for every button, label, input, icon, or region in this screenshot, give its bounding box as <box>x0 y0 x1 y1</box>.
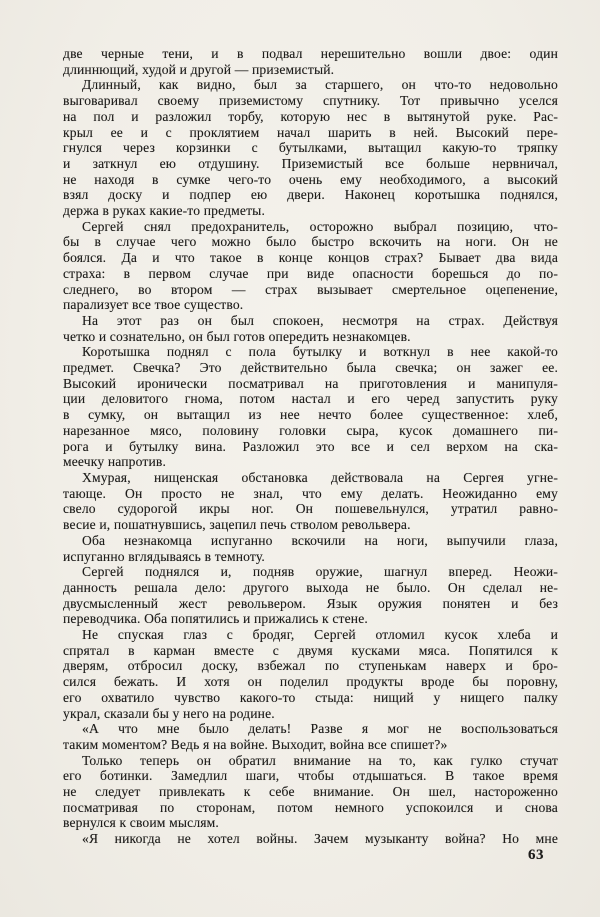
text-line: рога и бутылку вина. Разложил это все и сел верхом на ска- <box>63 438 558 454</box>
text-line: на пол и разложил торбу, которую нес в вытянутой руке. Рас- <box>63 108 558 124</box>
text-line: предмет. Свечка? Это действительно была свечка; он зажег ее. <box>63 360 558 376</box>
text-line: Длинный, как видно, был за старшего, он что-то недовольно <box>82 77 558 93</box>
text-line: таким моментом? Ведь я на войне. Выходит, война все спишет?» <box>63 736 448 752</box>
text-line: четко и сознательно, он был готов опередить незнакомцев. <box>63 328 411 344</box>
text-line: меечку напротив. <box>63 454 167 470</box>
text-line: крыл ее и с проклятием начал шарить в ней. Высокий пере- <box>63 124 558 140</box>
text-line: бы в случае чего можно было быстро вскочить на ноги. Он не <box>63 234 558 250</box>
text-line: двусмысленный жест револьвером. Язык оружия понятен и без <box>63 595 558 611</box>
text-line: гнулся через корзинки с бутылками, вытащил какую-то тряпку <box>63 140 558 156</box>
text-line: длиннющий, худой и другой — приземистый. <box>63 61 335 77</box>
text-line: боялся. Да и что такое в конце концов страх? Бывает два вида <box>63 250 558 266</box>
text-line: «А что мне было делать! Разве я мог не воспользоваться <box>82 721 558 737</box>
text-line: посматривая по сторонам, потом немного успокоился и снова <box>63 799 558 815</box>
text-line: свело судорогой икры ног. Он пошевельнулся, утратил равно- <box>63 501 558 517</box>
text-line: Высокий иронически посматривал на приготовления и манипуля- <box>63 375 558 391</box>
text-line: испуганно вглядываясь в темноту. <box>63 548 265 564</box>
text-line: сился бежать. И хотя он поделил продукты вроде бы поровну, <box>63 674 558 690</box>
text-line: переводчика. Оба попятились и прижались к стене. <box>63 611 368 627</box>
text-line: его ботинки. Замедлил шаги, чтобы отдышаться. В такое время <box>63 768 558 784</box>
text-line: Только теперь он обратил внимание на то, как гулко стучат <box>82 752 558 768</box>
text-line: взял доску и подпер ею двери. Наконец коротышка поднялся, <box>63 187 558 203</box>
text-line: «Я никогда не хотел войны. Зачем музыканту война? Но мне <box>82 831 558 847</box>
text-line: вернулся к своим мыслям. <box>63 815 219 831</box>
text-line: и заткнул ею отдушину. Приземистый все больше нервничал, <box>63 155 558 171</box>
text-line: тающе. Он просто не знал, что ему делать. Неожиданно ему <box>63 485 558 501</box>
text-line: Сергей поднялся и, подняв оружие, шагнул вперед. Неожи- <box>82 564 558 580</box>
page-number: 63 <box>528 847 544 863</box>
text-line: не следует привлекать к себе внимание. Он шел, настороженно <box>63 784 558 800</box>
text-line: выговаривал своему приземистому спутнику. Тот привычно уселся <box>63 93 558 109</box>
text-line: Хмурая, нищенская обстановка действовала на Сергея угне- <box>82 469 558 485</box>
text-block <box>63 46 558 847</box>
text-line: две черные тени, и в подвал нерешительно вошли двое: один <box>63 46 558 61</box>
text-line: На этот раз он был спокоен, несмотря на страх. Действуя <box>82 312 558 328</box>
text-line: держа в руках какие-то предметы. <box>63 203 266 219</box>
text-line: украл, сказали бы у него на родине. <box>63 705 275 721</box>
text-line: Не спуская глаз с бродяг, Сергей отломил кусок хлеба и <box>82 627 558 643</box>
text-line: весие и, пошатнувшись, зацепил печь стволом револьвера. <box>63 517 411 533</box>
text-line: не находя в сумке чего-то очень ему необходимого, а высокий <box>63 171 558 187</box>
text-line: ции деловитого гнома, потом настал и его черед запустить руку <box>63 391 558 407</box>
text-line: в сумку, он вытащил из нее нечто более существенное: хлеб, <box>63 407 558 423</box>
text-line: нарезанное мясо, половину головки сыра, кусок домашнего пи- <box>63 422 558 438</box>
text-line: спрятал в карман вместе с двумя кусками мяса. Попятился к <box>63 642 558 658</box>
text-line: его охватило чувство какого-то стыда: нищий у нищего палку <box>63 689 558 705</box>
text-line: страха: в первом случае при виде опасности борешься до по- <box>63 265 558 281</box>
text-line: парализует все твое существо. <box>63 297 244 313</box>
text-line: Сергей снял предохранитель, осторожно выбрал позицию, что- <box>82 218 558 234</box>
text-line: дверям, отбросил доску, взбежал по ступенькам наверх и бро- <box>63 658 558 674</box>
text-line: данность решала дело: другого выхода не было. Он сделал не- <box>63 579 558 595</box>
text-line: Оба незнакомца испуганно вскочили на ноги, выпучили глаза, <box>82 532 558 548</box>
text-line: Коротышка поднял с пола бутылку и воткнул в нее какой-то <box>82 344 558 360</box>
text-line: следнего, во втором — страх вызывает смертельное оцепенение, <box>63 281 558 297</box>
